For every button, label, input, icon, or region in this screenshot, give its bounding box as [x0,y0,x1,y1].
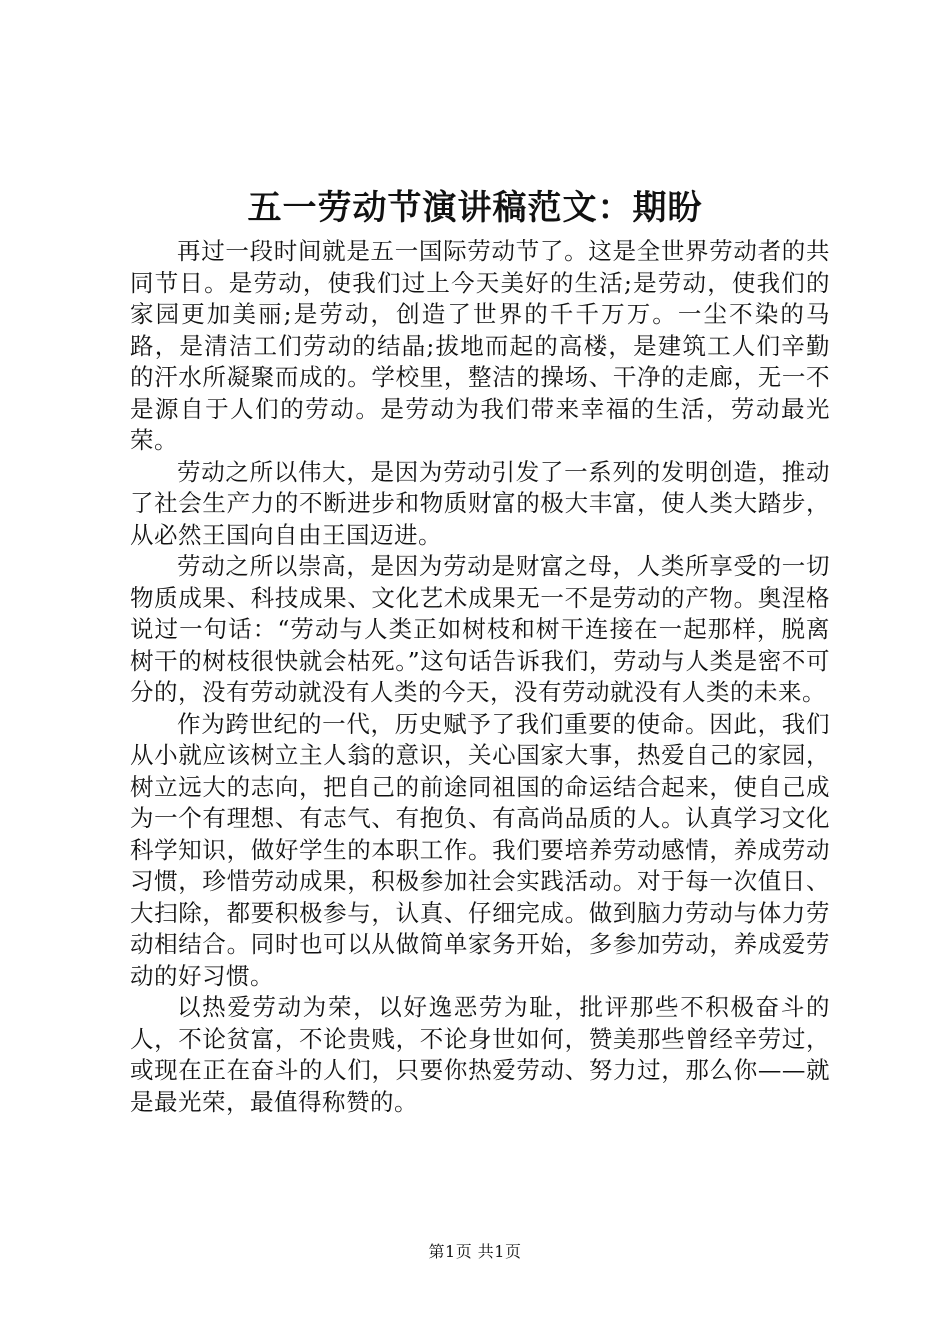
paragraph-3: 劳动之所以崇高，是因为劳动是财富之母，人类所享受的一切物质成果、科技成果、文化艺术成果无一不是劳动的产物。奥涅格说过一句话：“劳动与人类正如树枝和树干连接在一起那样，脱离树干的树枝很快就会枯死。”这句话告诉我们，劳动与人类是密不可分的，没有劳动就没有人类的今天，没有劳动就没有人类的未来。 [130,552,830,706]
paragraph-5: 以热爱劳动为荣，以好逸恶劳为耻，批评那些不积极奋斗的人，不论贫富，不论贵贱，不论身世如何，赞美那些曾经辛劳过，或现在正在奋斗的人们，只要你热爱劳动、努力过，那么你——就是最光荣，最值得称赞的。 [130,993,830,1116]
document-body [130,236,830,1118]
document-title: 五一劳动节演讲稿范文：期盼 [247,188,703,228]
paragraph-4: 作为跨世纪的一代，历史赋予了我们重要的使命。因此，我们从小就应该树立主人翁的意识，关心国家大事，热爱自己的家园，树立远大的志向，把自己的前途同祖国的命运结合起来，使自己成为一个有理想、有志气、有抱负、有高尚品质的人。认真学习文化科学知识，做好学生的本职工作。我们要培养劳动感情，养成劳动习惯，珍惜劳动成果，积极参加社会实践活动。对于每一次值日、大扫除，都要积极参与，认真、仔细完成。做到脑力劳动与体力劳动相结合。同时也可以从做简单家务开始，多参加劳动，养成爱劳动的好习惯。 [130,709,830,990]
paragraph-1: 再过一段时间就是五一国际劳动节了。这是全世界劳动者的共同节日。是劳动，使我们过上今天美好的生活;是劳动，使我们的家园更加美丽;是劳动，创造了世界的千千万万。一尘不染的马路，是清洁工们劳动的结晶;拔地而起的高楼，是建筑工人们辛勤的汗水所凝聚而成的。学校里，整洁的操场、干净的走廊，无一不是源自于人们的劳动。是劳动为我们带来幸福的生活，劳动最光荣。 [130,237,830,454]
page-footer: 第1页 共1页 [428,1242,522,1261]
paragraph-2: 劳动之所以伟大，是因为劳动引发了一系列的发明创造，推动了社会生产力的不断进步和物质财富的极大丰富，使人类大踏步，从必然王国向自由王国迈进。 [130,457,830,549]
